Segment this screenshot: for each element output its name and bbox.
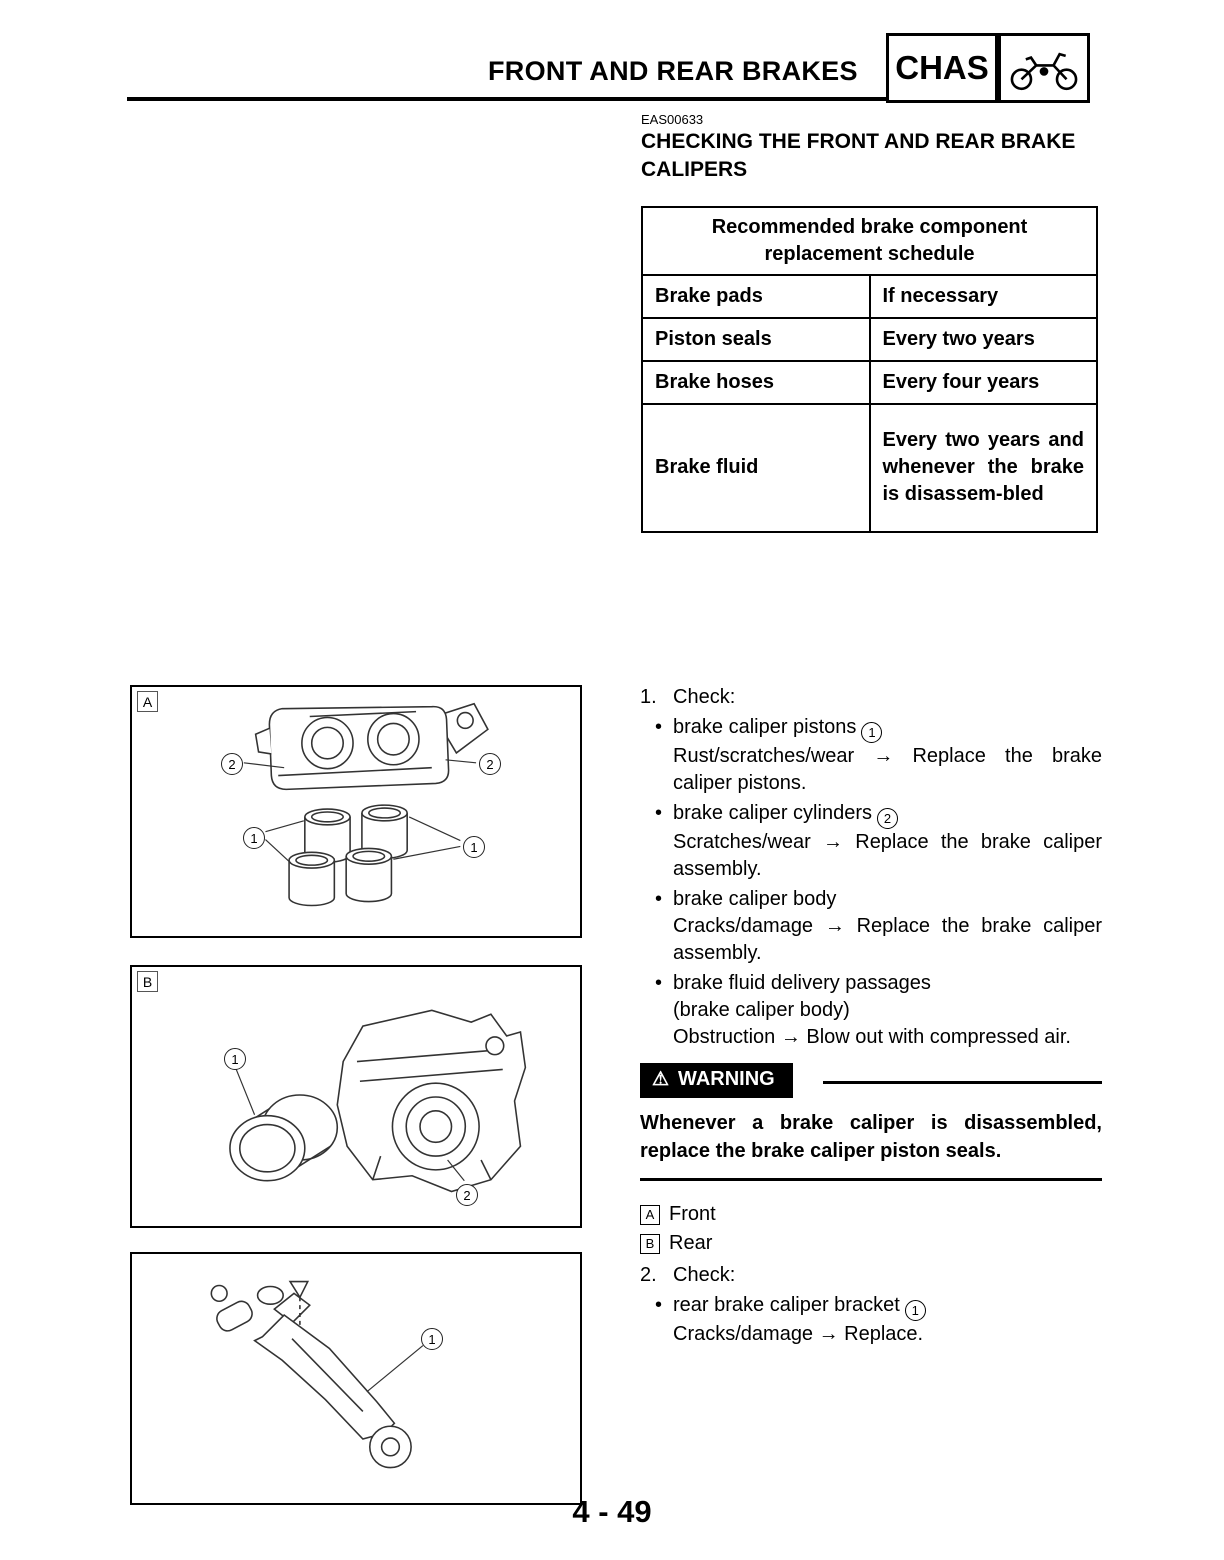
legend-rear [640, 1230, 1102, 1257]
front-caliper-drawing [132, 687, 580, 936]
component-cell: Piston seals [642, 318, 870, 361]
callout-1: 1 [463, 836, 485, 858]
check-item-cylinders [640, 800, 1102, 883]
page-number: 4 - 49 [572, 1494, 652, 1529]
component-cell: Brake pads [642, 275, 870, 318]
check-item-bracket [640, 1292, 1102, 1348]
figure-label: B [137, 971, 158, 992]
table-title-row [642, 207, 1097, 275]
callout-2: 2 [221, 753, 243, 775]
figure-label: A [137, 691, 158, 712]
callout-1: 1 [421, 1328, 443, 1350]
check-item-passages [640, 970, 1102, 1051]
item-detail: Scratches/wear → Replace the brake caliper assembly. [673, 831, 1102, 880]
warning-rule [823, 1081, 1102, 1084]
warning-badge [640, 1063, 793, 1098]
box-letter-b: B [640, 1234, 660, 1254]
step-label: Check: [673, 1264, 736, 1286]
table-row [642, 318, 1097, 361]
interval-cell: Every two years and whenever the brake is disassem-bled [870, 404, 1098, 532]
header-rule [127, 97, 886, 101]
step-label: Check: [673, 686, 736, 708]
component-cell: Brake hoses [642, 361, 870, 404]
item-line: brake caliper body [673, 888, 837, 910]
bullet-icon: • [655, 1294, 663, 1316]
item-detail: Obstruction → Blow out with compressed air. [673, 1026, 1071, 1048]
table-row [642, 361, 1097, 404]
item-detail: Cracks/damage → Replace the brake caliper assembly. [673, 915, 1102, 964]
warning-header [640, 1063, 1102, 1098]
chapter-code: CHAS [895, 49, 989, 86]
procedure-column [640, 684, 1102, 1348]
item-line [673, 1292, 1102, 1321]
step-2-block [640, 1262, 1102, 1348]
item-line2: (brake caliper body) [673, 999, 850, 1021]
step-number: 2. [640, 1264, 657, 1286]
interval-cell: If necessary [870, 275, 1098, 318]
table-title: Recommended brake component replacement schedule [642, 207, 1097, 275]
rear-bracket-drawing [132, 1254, 580, 1503]
step-number: 1. [640, 686, 657, 708]
item-text: brake caliper cylinders [673, 802, 872, 824]
reference-code: EAS00633 [641, 112, 704, 127]
interval-cell: Every two years [870, 318, 1098, 361]
section-rule [640, 1178, 1102, 1181]
warning-triangle-icon: ⚠ [652, 1068, 670, 1090]
callout-2: 2 [456, 1184, 478, 1206]
chapter-icon-box [998, 33, 1090, 103]
figure-rear-caliper-bracket [130, 1252, 582, 1505]
page-title: FRONT AND REAR BRAKES [488, 56, 858, 86]
table-row [642, 404, 1097, 532]
callout-1: 1 [243, 827, 265, 849]
figure-rear-caliper [130, 965, 582, 1228]
warning-text: Whenever a brake caliper is disassembled, replace the brake caliper piston seals. [640, 1112, 1102, 1162]
figure-legend [640, 1201, 1102, 1257]
rear-caliper-drawing [132, 967, 580, 1226]
interval-cell: Every four years [870, 361, 1098, 404]
item-text: rear brake caliper bracket [673, 1294, 900, 1316]
check-item-body [640, 886, 1102, 967]
bullet-icon: • [655, 972, 663, 994]
legend-label: Rear [669, 1232, 713, 1254]
item-line: brake fluid delivery passages [673, 972, 931, 994]
motorcycle-icon [1005, 41, 1083, 95]
item-line [673, 714, 1102, 743]
item-detail: Rust/scratches/wear → Replace the brake caliper pistons. [673, 745, 1102, 794]
section-heading: CHECKING THE FRONT AND REAR BRAKE CALIPERS [641, 130, 1076, 182]
callout-1: 1 [861, 722, 882, 743]
callout-2: 2 [479, 753, 501, 775]
box-letter-a: A [640, 1205, 660, 1225]
component-cell: Brake fluid [642, 404, 870, 532]
step-1 [640, 684, 1102, 711]
figure-front-caliper [130, 685, 582, 938]
legend-front [640, 1201, 1102, 1228]
bullet-icon: • [655, 888, 663, 910]
step-2 [640, 1262, 1102, 1289]
item-text: brake caliper pistons [673, 716, 857, 738]
chapter-tag-box [886, 33, 998, 103]
legend-label: Front [669, 1203, 716, 1225]
item-line [673, 800, 1102, 829]
item-detail: Cracks/damage → Replace. [673, 1323, 924, 1345]
check-item-pistons [640, 714, 1102, 797]
bullet-icon: • [655, 802, 663, 824]
callout-1: 1 [224, 1048, 246, 1070]
callout-2: 2 [877, 808, 898, 829]
warning-label: WARNING [678, 1068, 775, 1090]
table-row [642, 275, 1097, 318]
bullet-icon: • [655, 716, 663, 738]
callout-1: 1 [905, 1300, 926, 1321]
replacement-schedule-table [641, 206, 1098, 533]
